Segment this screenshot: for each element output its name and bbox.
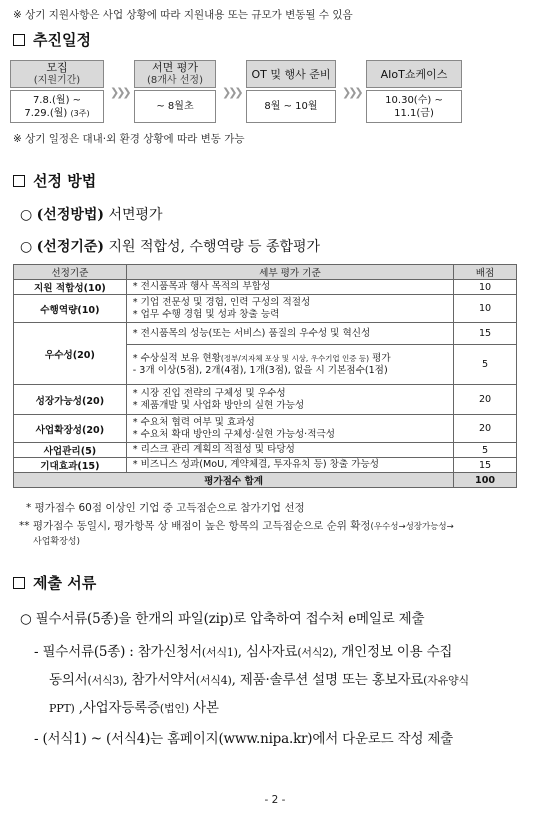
stage-date: ~ 8월초	[156, 101, 194, 112]
arrow-icon: ❯❯❯	[222, 86, 241, 99]
stage-label: 서면 평가	[151, 61, 198, 74]
doc-text: , 제품·솔루션 설명 또는 홍보자료	[231, 672, 424, 688]
item-label: (선정기준)	[36, 239, 105, 255]
detail-line: - 3개 이상(5점), 2개(4점), 1개(3점), 없을 시 기본점수(1점)	[132, 364, 388, 376]
section-title-text: 제출 서류	[33, 574, 97, 592]
stage-sublabel: (8개사 선정)	[147, 75, 203, 86]
score-cell: 10	[454, 295, 517, 323]
total-label: 평가점수 합계	[14, 473, 454, 488]
detail-line	[133, 353, 447, 365]
schedule-stage-4-body	[366, 90, 462, 123]
doc-small-text: (서식2)	[297, 646, 334, 659]
criteria-cell: 사업확장성(20)	[14, 415, 127, 443]
criteria-cell: 우수성(20)	[14, 323, 127, 385]
doc-text: 동의서	[49, 672, 88, 688]
detail-cell	[126, 295, 453, 323]
stage-duration: (3주)	[70, 108, 90, 118]
score-cell: 5	[454, 443, 517, 458]
score-cell: 20	[454, 415, 517, 443]
schedule-stage-3-head	[246, 60, 336, 88]
schedule-stage-1-head	[10, 60, 104, 88]
documents-line-1: ○ 필수서류(5종)을 한개의 파일(zip)로 압축하여 접수처 e메일로 제출	[20, 611, 425, 627]
top-note: ※ 상기 지원사항은 사업 상황에 따라 지원내용 또는 규모가 변동될 수 있음	[13, 9, 353, 21]
section-title-text: 추진일정	[33, 31, 91, 49]
item-text: 지원 적합성, 수행역량 등 종합평가	[108, 239, 321, 255]
stage-date: 10.30(수) ~	[385, 94, 443, 106]
doc-text: , 심사자료	[237, 644, 298, 660]
criteria-cell: 성장가능성(20)	[14, 385, 127, 415]
section-selection-title	[13, 170, 96, 191]
schedule-stage-1-body	[10, 90, 104, 123]
table-row	[14, 323, 517, 345]
selection-criteria-item	[20, 236, 320, 256]
schedule-note: ※ 상기 일정은 대내·외 환경 상황에 따라 변동 가능	[13, 133, 245, 145]
detail-cell	[126, 443, 453, 458]
score-cell: 15	[454, 458, 517, 473]
table-row	[14, 385, 517, 415]
documents-line-5: - (서식1) ~ (서식4)는 홈페이지(www.nipa.kr)에서 다운로드 작성 제출	[34, 731, 454, 747]
detail-cell	[126, 385, 453, 415]
stage-sublabel: (지원기간)	[33, 75, 81, 86]
detail-cell	[126, 458, 453, 473]
section-schedule-title	[13, 29, 91, 50]
documents-line-2	[34, 640, 452, 660]
doc-small-text: (서식4)	[195, 674, 232, 687]
doc-text: , 참가서약서	[123, 672, 196, 688]
table-row	[14, 458, 517, 473]
schedule-stage-3-body	[246, 90, 336, 123]
stage-date: 7.8.(월) ~	[32, 94, 82, 106]
doc-small-text: (서식3)	[87, 674, 124, 687]
total-score: 100	[454, 473, 517, 488]
schedule-stage-4-head	[366, 60, 462, 88]
stage-date: 11.1(금)	[394, 107, 434, 119]
arrow-icon: ❯❯❯	[342, 86, 361, 99]
detail-line: * 비즈니스 성과(MoU, 계약체결, 투자유치 등) 창출 가능성	[132, 459, 380, 470]
table-row	[14, 415, 517, 443]
table-header-row	[14, 265, 517, 280]
circle-bullet-icon: ○	[20, 207, 33, 223]
selection-note-1: * 평가점수 60점 이상인 기업 중 고득점순으로 참가기업 선정	[26, 502, 305, 514]
table-row	[14, 443, 517, 458]
detail-line: * 전시품목과 행사 목적의 부합성	[132, 281, 271, 292]
detail-line: * 기업 전문성 및 경험, 인력 구성의 적절성	[132, 296, 311, 308]
doc-small-text: (서식1)	[201, 646, 238, 659]
checkbox-square-icon	[13, 34, 25, 46]
selection-note-2-cont: 사업확장성)	[33, 537, 80, 547]
note-small-text: (우수성→성장가능성→	[370, 522, 454, 532]
criteria-cell: 수행역량(10)	[14, 295, 127, 323]
doc-text: ,사업자등록증	[74, 700, 160, 716]
doc-text: , 개인정보 이용 수집	[333, 644, 453, 660]
stage-date: 8월 ~ 10월	[264, 101, 318, 112]
item-text: 서면평가	[108, 207, 163, 223]
arrow-icon: ❯❯❯	[110, 86, 129, 99]
detail-line: * 수요처 확대 방안의 구체성·실현 가능성·적극성	[132, 428, 336, 440]
section-documents-title	[13, 572, 96, 593]
detail-cell	[126, 345, 453, 385]
criteria-cell: 사업관리(5)	[14, 443, 127, 458]
checkbox-square-icon	[13, 175, 25, 187]
detail-line: * 전시품목의 성능(또는 서비스) 품질의 우수성 및 혁신성	[132, 327, 371, 339]
selection-note-2	[19, 518, 454, 533]
detail-cell	[126, 415, 453, 443]
score-cell: 5	[454, 345, 517, 385]
detail-small-text: (정부/지자체 포상 및 시상, 우수기업 인증 등)	[220, 353, 370, 363]
column-header: 배점	[454, 265, 517, 280]
stage-label: AIoT쇼케이스	[380, 67, 448, 81]
detail-text: 평가	[369, 352, 391, 364]
detail-text: * 수상실적 보유 현황	[132, 352, 221, 364]
doc-small-text: PPT)	[49, 702, 75, 715]
stage-label: OT 및 행사 준비	[251, 67, 331, 81]
doc-small-text: (법인)	[159, 702, 189, 715]
evaluation-table	[13, 264, 517, 488]
stage-date: 7.29.(월)	[24, 107, 68, 119]
detail-line: * 리스크 관리 계획의 적절성 및 타당성	[132, 444, 295, 455]
doc-text: 사본	[188, 700, 219, 716]
detail-cell	[126, 323, 453, 345]
note-text: ** 평가점수 동일시, 평가항목 상 배점이 높은 항목의 고득점순으로 순위 확정	[19, 520, 371, 532]
table-row	[14, 280, 517, 295]
score-cell: 15	[454, 323, 517, 345]
column-header: 선정기준	[14, 265, 127, 280]
table-total-row	[14, 473, 517, 488]
score-cell: 20	[454, 385, 517, 415]
detail-line: * 수요처 협력 여부 및 효과성	[132, 416, 255, 428]
criteria-cell: 기대효과(15)	[14, 458, 127, 473]
score-cell: 10	[454, 280, 517, 295]
detail-line: * 업무 수행 경험 및 성과 창출 능력	[132, 308, 280, 320]
doc-text: - 필수서류(5종) : 참가신청서	[34, 644, 202, 660]
checkbox-square-icon	[13, 577, 25, 589]
section-title-text: 선정 방법	[33, 172, 97, 190]
schedule-stage-2-head	[134, 60, 216, 88]
column-header: 세부 평가 기준	[126, 265, 453, 280]
criteria-cell: 지원 적합성(10)	[14, 280, 127, 295]
documents-line-4	[49, 696, 219, 716]
documents-line-3	[49, 668, 469, 688]
page-number: - 2 -	[264, 794, 286, 806]
detail-line: * 제품개발 및 사업화 방안의 실현 가능성	[132, 399, 305, 411]
stage-label: 모집	[46, 61, 68, 74]
detail-cell	[126, 280, 453, 295]
circle-bullet-icon: ○	[20, 239, 33, 255]
item-label: (선정방법)	[36, 207, 105, 223]
doc-small-text: (자유양식	[423, 674, 469, 687]
schedule-stage-2-body	[134, 90, 216, 123]
selection-method-item	[20, 204, 163, 224]
table-row	[14, 295, 517, 323]
detail-line: * 시장 진입 전략의 구체성 및 우수성	[132, 387, 286, 399]
